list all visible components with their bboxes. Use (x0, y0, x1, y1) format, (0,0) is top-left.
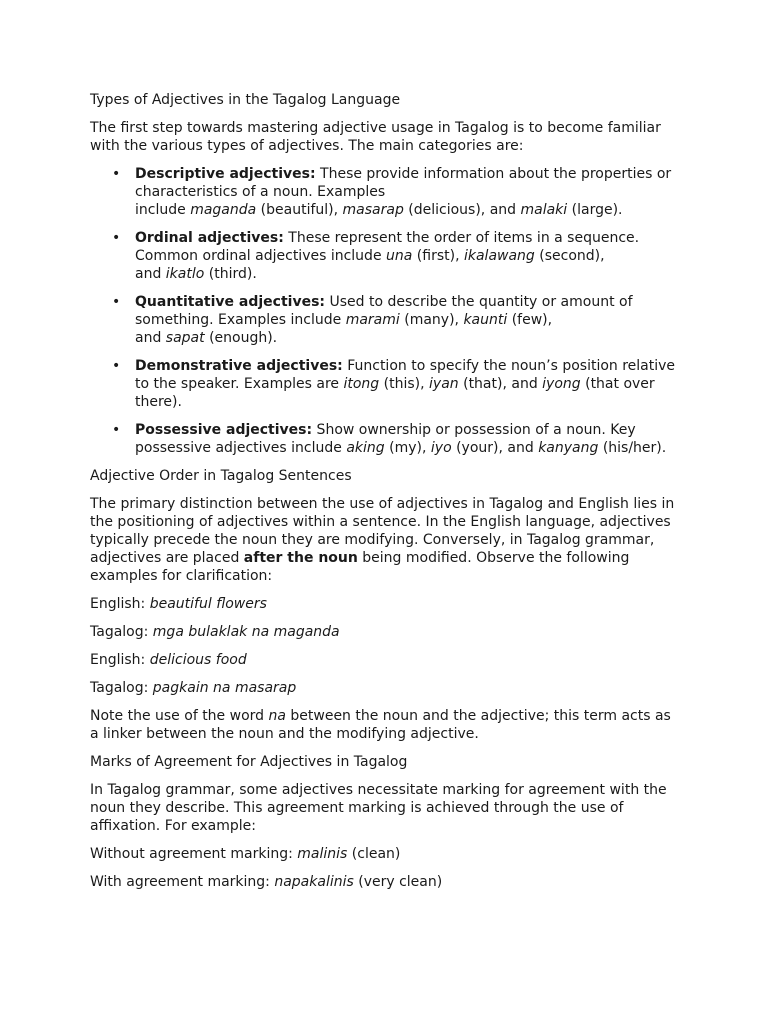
agreement-label: Without agreement marking: (90, 846, 298, 862)
gloss: (large). (567, 202, 623, 218)
type-line (135, 329, 682, 347)
type-term: Demonstrative adjectives: (135, 358, 343, 374)
example-phrase: pagkain na masarap (152, 680, 297, 696)
type-term: Possessive adjectives: (135, 422, 313, 438)
example-word: iyong (542, 376, 581, 392)
example-label: English: (90, 652, 150, 668)
type-text: Function to specify the noun’s position relative to the speaker. Examples are (135, 358, 676, 392)
example-label: English: (90, 596, 150, 612)
example-word: iyo (430, 440, 452, 456)
type-line (135, 201, 682, 219)
list-item (90, 229, 682, 283)
example-word: malaki (520, 202, 568, 218)
example-line (90, 651, 682, 669)
bullet-icon: • (112, 294, 121, 310)
intro-paragraph: The first step towards mastering adjective usage in Tagalog is to become familiar with the various types of adjectives. The main categories are: (90, 120, 661, 154)
example-word: masarap (342, 202, 404, 218)
example-word: iyan (429, 376, 459, 392)
agreement-gloss: (very clean) (353, 874, 443, 890)
gloss: (my), (384, 440, 431, 456)
document-page (90, 91, 682, 901)
gloss: (third). (204, 266, 257, 282)
agreement-word: napakalinis (274, 874, 354, 890)
type-text: include (135, 202, 191, 218)
example-phrase: delicious food (149, 652, 247, 668)
type-text: and (135, 330, 166, 346)
example-phrase: beautiful flowers (149, 596, 267, 612)
agreement-label: With agreement marking: (90, 874, 275, 890)
order-text: being modified. Observe the following examples for clarification: (90, 550, 630, 584)
note-paragraph (90, 707, 682, 743)
type-text: Show ownership or possession of a noun. Key possessive adjectives include (135, 422, 636, 456)
type-line (135, 265, 682, 283)
type-text: These represent the order of items in a sequence. Common ordinal adjectives include (135, 230, 640, 264)
types-heading: Types of Adjectives in the Tagalog Language (90, 92, 401, 108)
type-text: Used to describe the quantity or amount of something. Examples include (135, 294, 633, 328)
example-word: una (386, 248, 413, 264)
example-word: ikalawang (463, 248, 535, 264)
list-item (90, 293, 682, 347)
example-phrase: mga bulaklak na maganda (152, 624, 340, 640)
agreement-gloss: (clean) (347, 846, 401, 862)
adjective-types-list (90, 165, 682, 457)
gloss: (many), (399, 312, 464, 328)
gloss: (second), (534, 248, 605, 264)
type-term: Quantitative adjectives: (135, 294, 326, 310)
example-label: Tagalog: (90, 680, 153, 696)
example-word: kaunti (463, 312, 508, 328)
example-word: sapat (165, 330, 205, 346)
type-term: Descriptive adjectives: (135, 166, 316, 182)
note-text: Note the use of the word (90, 708, 269, 724)
type-text: and (135, 266, 166, 282)
example-line (90, 595, 682, 613)
gloss: (first), (412, 248, 464, 264)
order-emphasis: after the noun (243, 550, 358, 566)
note-text: between the noun and the adjective; this term acts as a linker between the noun and the modifying adjective. (90, 708, 671, 742)
agreement-word: malinis (297, 846, 348, 862)
list-item (90, 357, 682, 411)
list-item (90, 165, 682, 219)
bullet-icon: • (112, 166, 121, 182)
bullet-icon: • (112, 230, 121, 246)
agreement-example (90, 845, 682, 863)
bullet-icon: • (112, 358, 121, 374)
example-word: aking (346, 440, 385, 456)
agreement-paragraph: In Tagalog grammar, some adjectives necessitate marking for agreement with the noun they describe. This agreement marking is achieved through the use of affixation. For example: (90, 782, 667, 834)
example-line (90, 679, 682, 697)
gloss: (few), (507, 312, 553, 328)
type-term: Ordinal adjectives: (135, 230, 284, 246)
bullet-icon: • (112, 422, 121, 438)
example-word: ikatlo (165, 266, 205, 282)
example-line (90, 623, 682, 641)
agreement-example (90, 873, 682, 891)
gloss: (his/her). (598, 440, 667, 456)
example-word: itong (343, 376, 380, 392)
agreement-heading: Marks of Agreement for Adjectives in Tagalog (90, 754, 408, 770)
gloss: (that over there). (135, 376, 655, 410)
list-item (90, 421, 682, 457)
order-text: The primary distinction between the use of adjectives in Tagalog and English lies in the positioning of adjectives within a sentence. In the English language, adjectives typically precede the noun they are modifying. Conversely, in Tagalog grammar, adjectives are placed (90, 496, 675, 566)
gloss: (beautiful), (256, 202, 343, 218)
gloss: (delicious), and (403, 202, 521, 218)
example-word: maganda (190, 202, 257, 218)
example-label: Tagalog: (90, 624, 153, 640)
type-text: These provide information about the properties or characteristics of a noun. Examples (135, 166, 672, 200)
gloss: (this), (379, 376, 430, 392)
gloss: (enough). (204, 330, 278, 346)
gloss: (your), and (451, 440, 539, 456)
gloss: (that), and (458, 376, 543, 392)
example-word: marami (345, 312, 400, 328)
example-word: kanyang (538, 440, 599, 456)
order-paragraph (90, 495, 682, 585)
order-heading: Adjective Order in Tagalog Sentences (90, 468, 352, 484)
note-word: na (268, 708, 286, 724)
